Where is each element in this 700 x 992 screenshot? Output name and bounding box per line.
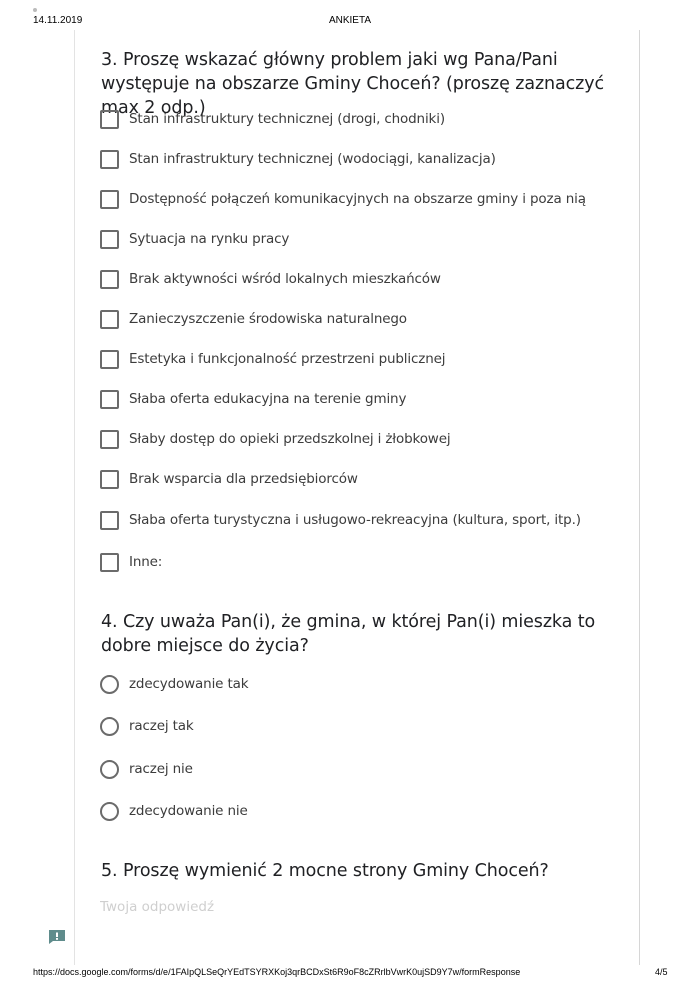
scan-artifact-dot — [33, 8, 37, 12]
option-label: Stan infrastruktury technicznej (drogi, chodniki) — [129, 111, 445, 127]
option-label: Brak wsparcia dla przedsiębiorców — [129, 471, 358, 487]
option-label: Zanieczyszczenie środowiska naturalnego — [129, 311, 407, 327]
print-footer-url: https://docs.google.com/forms/d/e/1FAIpQLSeQrYEdTSYRXKoj3qrBCDxSt6R9oF8cZRrlbVwrK0ujSD9Y7w/formResponse — [33, 967, 521, 977]
checkbox[interactable] — [100, 470, 119, 489]
checkbox[interactable] — [100, 110, 119, 129]
option-label: Inne: — [129, 554, 163, 570]
radio-button[interactable] — [100, 717, 119, 736]
option-label: Brak aktywności wśród lokalnych mieszkańców — [129, 271, 441, 287]
checkbox[interactable] — [100, 430, 119, 449]
q4-option[interactable] — [100, 715, 194, 737]
option-label: raczej nie — [129, 761, 193, 777]
option-label: Słaba oferta edukacyjna na terenie gminy — [129, 391, 407, 407]
checkbox[interactable] — [100, 310, 119, 329]
option-label: Sytuacja na rynku pracy — [129, 231, 290, 247]
q3-option[interactable] — [100, 308, 407, 330]
print-footer-page-number: 4/5 — [655, 967, 668, 977]
q3-option[interactable] — [100, 428, 450, 450]
q3-option-other[interactable] — [100, 551, 162, 573]
q3-option[interactable] — [100, 468, 358, 490]
q3-option[interactable] — [100, 388, 406, 410]
q3-option[interactable] — [100, 268, 441, 290]
feedback-icon[interactable] — [48, 929, 66, 945]
form-card — [74, 30, 640, 965]
checkbox[interactable] — [100, 553, 119, 572]
q3-option[interactable] — [100, 108, 445, 130]
q3-option[interactable] — [100, 509, 581, 531]
option-label: Dostępność połączeń komunikacyjnych na obszarze gminy i poza nią — [129, 191, 586, 207]
q4-option[interactable] — [100, 673, 248, 695]
checkbox[interactable] — [100, 390, 119, 409]
q4-option[interactable] — [100, 758, 193, 780]
checkbox[interactable] — [100, 270, 119, 289]
checkbox[interactable] — [100, 511, 119, 530]
option-label: raczej tak — [129, 718, 194, 734]
q3-option[interactable] — [100, 348, 445, 370]
option-label: Stan infrastruktury technicznej (wodociągi, kanalizacja) — [129, 151, 496, 167]
question-3-title: 3. Proszę wskazać główny problem jaki wg Pana/Pani występuje na obszarze Gminy Choceń? (proszę zaznaczyć max 2 odp.) — [101, 50, 605, 118]
short-answer-input[interactable] — [100, 896, 390, 918]
print-header-title: ANKIETA — [328, 15, 372, 26]
q3-option[interactable] — [100, 228, 289, 250]
checkbox[interactable] — [100, 350, 119, 369]
q4-option[interactable] — [100, 800, 248, 822]
question-5-title: 5. Proszę wymienić 2 mocne strony Gminy Choceń? — [101, 861, 549, 881]
radio-button[interactable] — [100, 675, 119, 694]
print-header-date: 14.11.2019 — [33, 15, 83, 26]
option-label: Słaba oferta turystyczna i usługowo-rekreacyjna (kultura, sport, itp.) — [129, 512, 581, 528]
option-label: Słaby dostęp do opieki przedszkolnej i żłobkowej — [129, 431, 451, 447]
option-label: Estetyka i funkcjonalność przestrzeni publicznej — [129, 351, 446, 367]
question-4-title: 4. Czy uważa Pan(i), że gmina, w której Pan(i) mieszka to dobre miejsce do życia? — [101, 612, 596, 656]
q3-option[interactable] — [100, 188, 586, 210]
q3-option[interactable] — [100, 148, 496, 170]
checkbox[interactable] — [100, 150, 119, 169]
radio-button[interactable] — [100, 802, 119, 821]
checkbox[interactable] — [100, 190, 119, 209]
option-label: zdecydowanie nie — [129, 803, 248, 819]
option-label: zdecydowanie tak — [129, 676, 249, 692]
checkbox[interactable] — [100, 230, 119, 249]
radio-button[interactable] — [100, 760, 119, 779]
